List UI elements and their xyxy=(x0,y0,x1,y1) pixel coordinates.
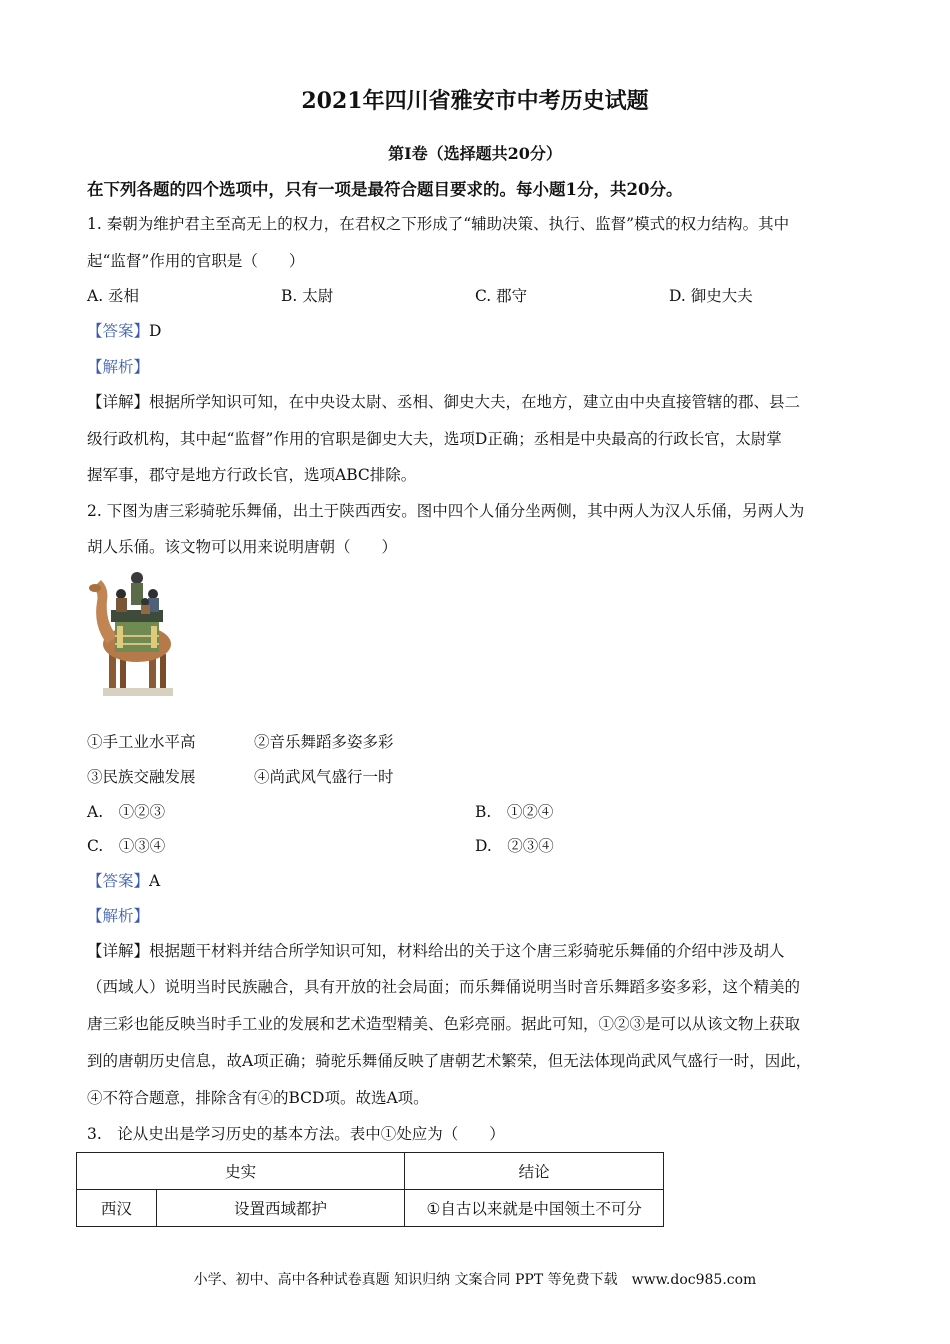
answer-value: D xyxy=(149,322,162,340)
q2-item-2: ②音乐舞蹈多姿多彩 xyxy=(254,733,394,751)
q2-analysis-label: 【解析】 xyxy=(87,907,150,925)
page-title: 2021年四川省雅安市中考历史试题 xyxy=(301,88,649,114)
detail-label: 【详解】 xyxy=(87,942,150,960)
q1-option-c: C. 郡守 xyxy=(475,287,528,305)
q1-detail-line3: 握军事，郡守是地方行政长官，选项ABC排除。 xyxy=(87,466,417,484)
q2-option-b: B. ①②④ xyxy=(475,803,554,821)
instructions: 在下列各题的四个选项中，只有一项是最符合题目要求的。每小题1分，共20分。 xyxy=(87,180,683,199)
q3-table xyxy=(76,1152,664,1227)
table-header-cell: 结论 xyxy=(405,1153,664,1190)
detail-label: 【详解】 xyxy=(87,393,150,411)
q2-item-1: ①手工业水平高 xyxy=(87,733,196,751)
table-header-cell: 史实 xyxy=(77,1153,405,1190)
q1-option-d: D. 御史大夫 xyxy=(669,287,753,305)
table-cell: 设置西域都护 xyxy=(156,1190,405,1227)
q2-detail-line3: 唐三彩也能反映当时手工业的发展和艺术造型精美、色彩亮丽。据此可知，①②③是可以从该文物上获取 xyxy=(87,1015,801,1033)
q1-detail-line1: 【详解】根据所学知识可知，在中央设太尉、丞相、御史大夫，在地方，建立由中央直接管辖的郡、县二 xyxy=(87,393,801,411)
q1-stem-line2: 起“监督”作用的官职是（ ） xyxy=(87,252,305,270)
table-row xyxy=(77,1190,664,1227)
table-cell: ①自古以来就是中国领土不可分 xyxy=(405,1190,664,1227)
table-cell: 西汉 xyxy=(77,1190,157,1227)
q2-stem-line1: 2. 下图为唐三彩骑驼乐舞俑，出土于陕西西安。图中四个人俑分坐两侧，其中两人为汉人乐俑，另两人为 xyxy=(87,502,805,520)
q1-answer xyxy=(87,319,161,341)
section-heading: 第Ⅰ卷（选择题共20分） xyxy=(388,144,562,163)
q1-analysis-label: 【解析】 xyxy=(87,358,150,376)
q2-answer xyxy=(87,869,160,891)
q3-stem: 3. 论从史出是学习历史的基本方法。表中①处应为（ ） xyxy=(87,1125,505,1143)
q1-stem-line1: 1. 秦朝为维护君主至高无上的权力，在君权之下形成了“辅助决策、执行、监督”模式的权力结构。其中 xyxy=(87,215,790,233)
table-header-row xyxy=(77,1153,664,1190)
q2-item-3: ③民族交融发展 xyxy=(87,768,196,786)
page-footer: 小学、初中、高中各种试卷真题 知识归纳 文案合同 PPT 等免费下载 www.doc985.com xyxy=(193,1272,757,1288)
q1-option-b: B. 太尉 xyxy=(281,287,334,305)
answer-value: A xyxy=(149,872,161,890)
tang-sancai-camel-image xyxy=(87,566,179,700)
q2-detail-line2: （西域人）说明当时民族融合，具有开放的社会局面；而乐舞俑说明当时音乐舞蹈多姿多彩，这个精美的 xyxy=(87,978,801,996)
q1-detail-line2: 级行政机构，其中起“监督”作用的官职是御史大夫，选项D正确；丞相是中央最高的行政长官，太尉掌 xyxy=(87,430,782,448)
q2-option-c: C. ①③④ xyxy=(87,837,166,855)
q2-option-a: A. ①②③ xyxy=(87,803,166,821)
q1-option-a: A. 丞相 xyxy=(87,287,140,305)
answer-label: 【答案】 xyxy=(87,872,150,890)
q2-item-4: ④尚武风气盛行一时 xyxy=(254,768,394,786)
q2-stem-line2: 胡人乐俑。该文物可以用来说明唐朝（ ） xyxy=(87,538,398,556)
q2-detail-line5: ④不符合题意，排除含有④的BCD项。故选A项。 xyxy=(87,1089,429,1107)
q2-detail-line4: 到的唐朝历史信息，故A项正确；骑驼乐舞俑反映了唐朝艺术繁荣，但无法体现尚武风气盛行一时，因此， xyxy=(87,1052,812,1070)
q2-option-d: D. ②③④ xyxy=(475,837,554,855)
answer-label: 【答案】 xyxy=(87,322,150,340)
q2-detail-line1: 【详解】根据题干材料并结合所学知识可知，材料给出的关于这个唐三彩骑驼乐舞俑的介绍中涉及胡人 xyxy=(87,942,785,960)
